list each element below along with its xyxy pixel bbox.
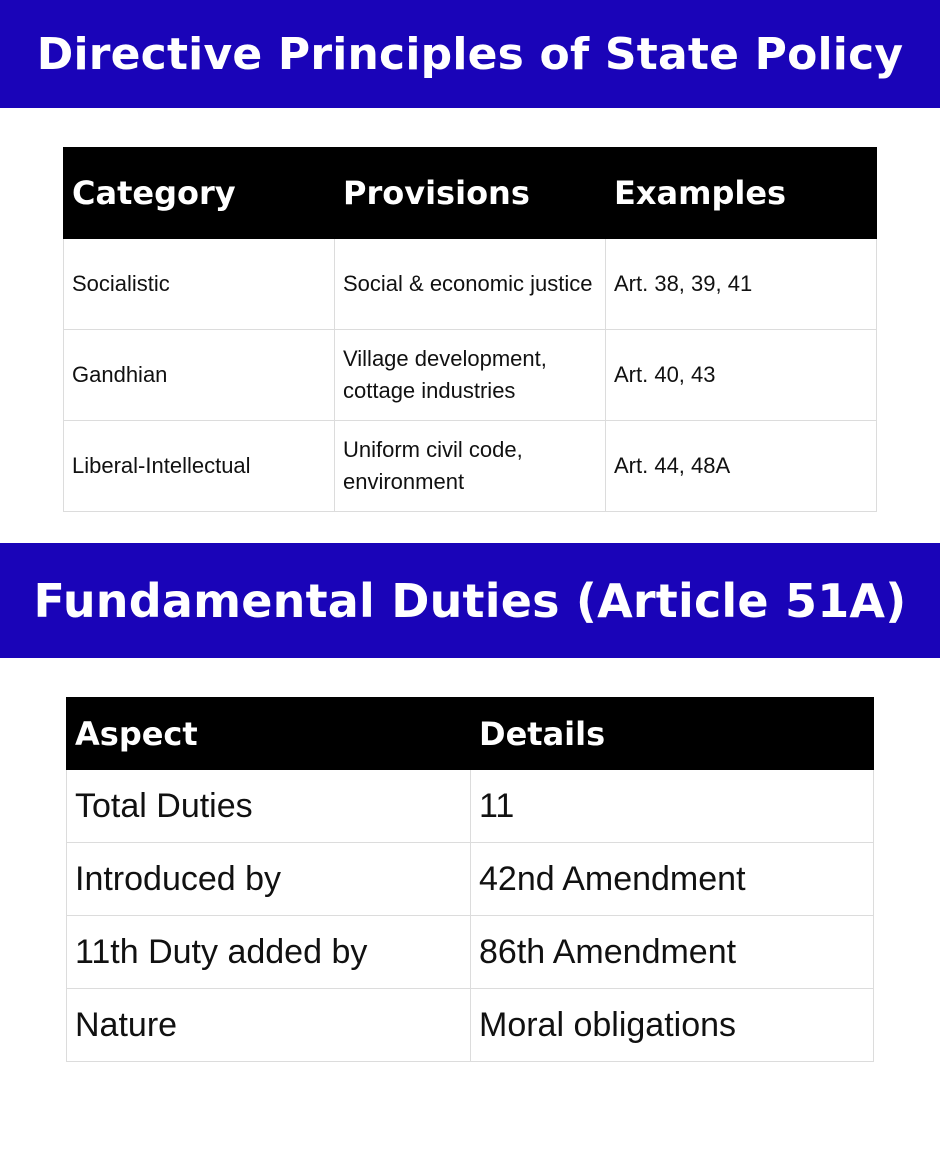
column-header-examples: Examples (606, 148, 877, 239)
table-row (64, 330, 877, 421)
category-cell: Socialistic (64, 239, 335, 330)
directive-principles-banner (0, 0, 940, 108)
directive-principles-table (63, 147, 877, 512)
column-header-details: Details (471, 698, 874, 770)
examples-cell: Art. 40, 43 (606, 330, 877, 421)
details-cell: 42nd Amendment (471, 843, 874, 916)
aspect-cell: Nature (67, 989, 471, 1062)
table-header-row (64, 148, 877, 239)
provisions-cell: Village development, cottage industries (335, 330, 606, 421)
column-header-provisions: Provisions (335, 148, 606, 239)
fundamental-duties-title: Fundamental Duties (Article 51A) (33, 573, 907, 628)
directive-principles-title: Directive Principles of State Policy (36, 28, 904, 80)
table-row (67, 916, 874, 989)
table-header-row (67, 698, 874, 770)
aspect-cell: 11th Duty added by (67, 916, 471, 989)
details-cell: Moral obligations (471, 989, 874, 1062)
table-row (64, 239, 877, 330)
column-header-aspect: Aspect (67, 698, 471, 770)
provisions-cell: Uniform civil code, environment (335, 421, 606, 512)
examples-cell: Art. 44, 48A (606, 421, 877, 512)
table-row (67, 989, 874, 1062)
table-row (67, 843, 874, 916)
details-cell: 86th Amendment (471, 916, 874, 989)
table-row (67, 770, 874, 843)
aspect-cell: Introduced by (67, 843, 471, 916)
column-header-category: Category (64, 148, 335, 239)
fundamental-duties-table (66, 697, 874, 1062)
fundamental-duties-banner (0, 543, 940, 658)
table-row (64, 421, 877, 512)
category-cell: Gandhian (64, 330, 335, 421)
provisions-cell: Social & economic justice (335, 239, 606, 330)
details-cell: 11 (471, 770, 874, 843)
aspect-cell: Total Duties (67, 770, 471, 843)
examples-cell: Art. 38, 39, 41 (606, 239, 877, 330)
category-cell: Liberal-Intellectual (64, 421, 335, 512)
